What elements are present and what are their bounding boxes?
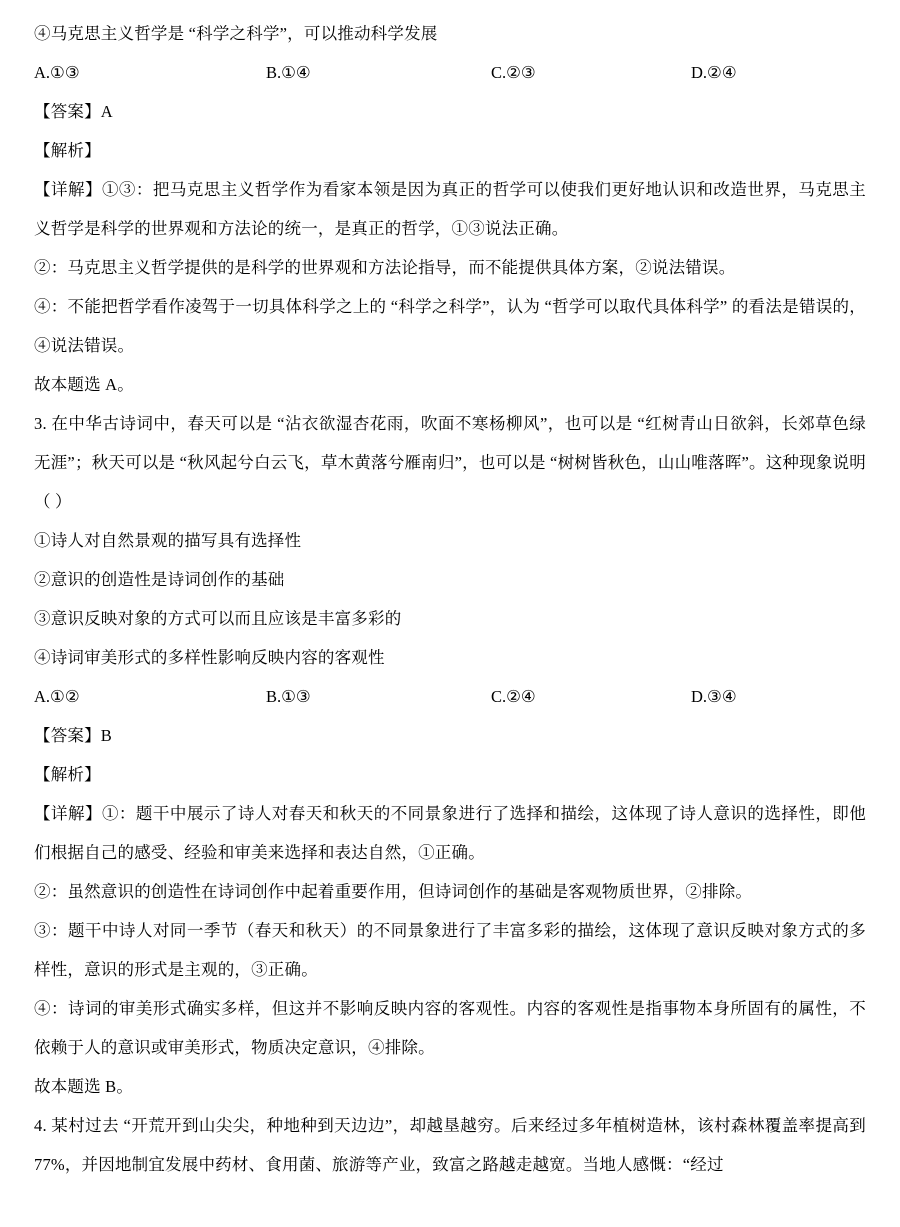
detail-q3-p2: ②：虽然意识的创造性在诗词创作中起着重要作用，但诗词创作的基础是客观物质世界，②排除。 xyxy=(34,882,753,901)
conclusion-q3: 故本题选 B。 xyxy=(34,1077,134,1096)
question-3-item-1: ①诗人对自然景观的描写具有选择性 xyxy=(34,531,302,550)
answer-label-q2: 【答案】A xyxy=(34,102,113,121)
question-2-options-d: D.②④ xyxy=(691,63,737,82)
detail-q2-p1: 【详解】①③：把马克思主义哲学作为看家本领是因为真正的哲学可以使我们更好地认识和改造世界，马克思主义哲学是科学的世界观和方法论的统一，是真正的哲学，①③说法正确。 xyxy=(34,180,866,238)
detail-q3-p1: 【详解】①：题干中展示了诗人对春天和秋天的不同景象进行了选择和描绘，这体现了诗人意识的选择性，即他们根据自己的感受、经验和审美来选择和表达自然，①正确。 xyxy=(34,804,866,862)
question-3-options-b: B.①③ xyxy=(266,687,311,706)
answer-label-q3: 【答案】B xyxy=(34,726,113,745)
detail-q2-p3: ④：不能把哲学看作凌驾于一切具体科学之上的 “科学之科学”，认为 “哲学可以取代具体科学” 的看法是错误的，④说法错误。 xyxy=(34,297,866,355)
question-3-options xyxy=(34,677,866,716)
question-3-options-d: D.③④ xyxy=(691,687,737,706)
question-3-stem: 3. 在中华古诗词中，春天可以是 “沾衣欲湿杏花雨，吹面不寒杨柳风”，也可以是 “红树青山日欲斜，长郊草色绿无涯”；秋天可以是 “秋风起兮白云飞，草木黄落兮雁南归”，也可以是 “树树皆秋色，山山唯落晖”。这种现象说明（ ） xyxy=(34,414,866,511)
detail-q3-p4: ④：诗词的审美形式确实多样，但这并不影响反映内容的客观性。内容的客观性是指事物本身所固有的属性，不依赖于人的意识或审美形式，物质决定意识，④排除。 xyxy=(34,999,866,1057)
question-4-stem: 4. 某村过去 “开荒开到山尖尖，种地种到天边边”，却越垦越穷。后来经过多年植树造林，该村森林覆盖率提高到 77%，并因地制宜发展中药材、食用菌、旅游等产业，致富之路越走越宽。当地人感慨：“经过 xyxy=(34,1116,866,1174)
question-2-options-c: C.②③ xyxy=(491,63,536,82)
analysis-label-q3: 【解析】 xyxy=(34,765,101,784)
question-2-options xyxy=(34,53,866,92)
analysis-label-q2: 【解析】 xyxy=(34,141,101,160)
question-3-item-2: ②意识的创造性是诗词创作的基础 xyxy=(34,570,285,589)
statement-item-4: ④马克思主义哲学是 “科学之科学”，可以推动科学发展 xyxy=(34,24,438,43)
question-3-item-3: ③意识反映对象的方式可以而且应该是丰富多彩的 xyxy=(34,609,402,628)
question-2-options-a: A.①③ xyxy=(34,63,80,82)
detail-q2-p2: ②：马克思主义哲学提供的是科学的世界观和方法论指导，而不能提供具体方案，②说法错误。 xyxy=(34,258,736,277)
question-2-options-b: B.①④ xyxy=(266,63,311,82)
question-3-options-a: A.①② xyxy=(34,687,80,706)
conclusion-q2: 故本题选 A。 xyxy=(34,375,134,394)
detail-q3-p3: ③：题干中诗人对同一季节（春天和秋天）的不同景象进行了丰富多彩的描绘，这体现了意识反映对象方式的多样性，意识的形式是主观的，③正确。 xyxy=(34,921,866,979)
document-content xyxy=(34,14,866,1184)
question-3-item-4: ④诗词审美形式的多样性影响反映内容的客观性 xyxy=(34,648,385,667)
question-3-options-c: C.②④ xyxy=(491,687,536,706)
